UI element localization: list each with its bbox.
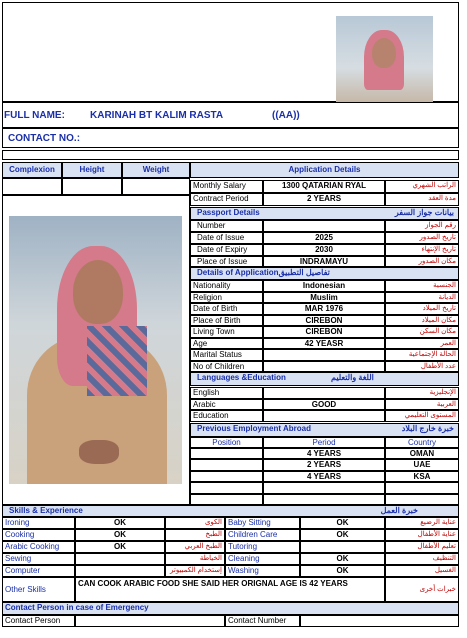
language-value bbox=[263, 410, 385, 422]
details-value: CIREBON bbox=[263, 326, 385, 338]
skill-ar: عناية الرضيع bbox=[385, 517, 459, 529]
complexion-header: Complexion bbox=[2, 162, 62, 178]
details-value: 42 YEASR bbox=[263, 338, 385, 350]
skill-ar: الكوى bbox=[165, 517, 225, 529]
expiry-date-value: 2030 bbox=[263, 244, 385, 256]
skill-ar: تعليم الأطفال bbox=[385, 541, 459, 553]
skill-label: Baby Sitting bbox=[225, 517, 300, 529]
name-row bbox=[2, 102, 459, 128]
employment-period: 4 YEARS bbox=[263, 471, 385, 482]
skill-value: OK bbox=[300, 565, 385, 577]
employment-position bbox=[190, 482, 263, 493]
skill-value bbox=[75, 553, 165, 565]
main-photo bbox=[9, 216, 182, 484]
weight-value bbox=[122, 178, 190, 195]
issue-date-label: Date of Issue bbox=[190, 232, 263, 244]
emergency-header: Contact Person in case of Emergency bbox=[2, 602, 459, 615]
contact-number-value bbox=[300, 615, 459, 627]
issue-place-label: Place of Issue bbox=[190, 256, 263, 267]
details-ar: العمر bbox=[385, 338, 459, 350]
employment-col-position: Position bbox=[190, 437, 263, 448]
details-title-ar: تفاصيل التطبيق bbox=[278, 268, 330, 277]
language-label: English bbox=[190, 387, 263, 399]
details-label: Place of Birth bbox=[190, 315, 263, 327]
skills-title: Skills & Experience bbox=[9, 506, 83, 515]
details-ar: الحالة الإجتماعية bbox=[385, 349, 459, 361]
languages-header bbox=[190, 372, 459, 386]
skill-label: Washing bbox=[225, 565, 300, 577]
language-label: Education bbox=[190, 410, 263, 422]
employment-country: OMAN bbox=[385, 448, 459, 459]
spacer-row bbox=[2, 150, 459, 160]
employment-country bbox=[385, 494, 459, 505]
employment-country: KSA bbox=[385, 471, 459, 482]
languages-title: Languages &Education bbox=[197, 373, 286, 382]
skill-value: OK bbox=[75, 541, 165, 553]
expiry-date-label: Date of Expiry bbox=[190, 244, 263, 256]
language-value: GOOD bbox=[263, 399, 385, 411]
contract-period-label: Contract Period bbox=[190, 193, 263, 206]
employment-position bbox=[190, 471, 263, 482]
details-header bbox=[190, 267, 459, 280]
passport-number-value bbox=[263, 220, 385, 232]
skill-value: OK bbox=[300, 529, 385, 541]
agency-code: ((AA)) bbox=[272, 110, 300, 121]
employment-period bbox=[263, 494, 385, 505]
details-label: No of Children bbox=[190, 361, 263, 373]
details-label: Religion bbox=[190, 292, 263, 304]
details-ar: الجنسية bbox=[385, 280, 459, 292]
skill-ar: الطبخ bbox=[165, 529, 225, 541]
language-ar: المستوى التعليمي bbox=[385, 410, 459, 422]
skills-title-ar: خبرة العمل bbox=[380, 506, 418, 515]
employment-title-ar: خبرة خارج البلاد bbox=[401, 424, 454, 433]
employment-period: 4 YEARS bbox=[263, 448, 385, 459]
contact-person-label: Contact Person bbox=[2, 615, 75, 627]
skill-value: OK bbox=[75, 529, 165, 541]
skill-value: OK bbox=[300, 517, 385, 529]
passport-title-ar: بيانات جواز السفر bbox=[394, 208, 454, 217]
language-label: Arabic bbox=[190, 399, 263, 411]
passport-number-ar: رقم الجواز bbox=[385, 220, 459, 232]
skill-label: Children Care bbox=[225, 529, 300, 541]
employment-period bbox=[263, 482, 385, 493]
employment-title: Previous Employment Abroad bbox=[197, 424, 311, 433]
issue-place-ar: مكان الصدور bbox=[385, 256, 459, 267]
expiry-date-ar: تاريخ الإنتهاء bbox=[385, 244, 459, 256]
employment-country: UAE bbox=[385, 459, 459, 470]
skill-label: Cleaning bbox=[225, 553, 300, 565]
details-ar: مكان الميلاد bbox=[385, 315, 459, 327]
passport-header bbox=[190, 207, 459, 220]
skill-ar: إستخدام الكمبيوتر bbox=[165, 565, 225, 577]
passport-title: Passport Details bbox=[197, 208, 260, 217]
scarf-pattern bbox=[87, 326, 147, 396]
employment-position bbox=[190, 494, 263, 505]
contact-label: CONTACT NO.: bbox=[8, 133, 81, 144]
skill-value: OK bbox=[300, 553, 385, 565]
skill-label: Cooking bbox=[2, 529, 75, 541]
skill-ar: التنظيف bbox=[385, 553, 459, 565]
issue-place-value: INDRAMAYU bbox=[263, 256, 385, 267]
skill-label: Ironing bbox=[2, 517, 75, 529]
employment-country bbox=[385, 482, 459, 493]
details-value: CIREBON bbox=[263, 315, 385, 327]
height-header: Height bbox=[62, 162, 122, 178]
employment-col-period: Period bbox=[263, 437, 385, 448]
skill-value bbox=[75, 565, 165, 577]
face-small bbox=[372, 38, 396, 68]
skill-ar: عناية الأطفال bbox=[385, 529, 459, 541]
details-title: Details of Application bbox=[197, 268, 279, 277]
contact-number-label: Contact Number bbox=[225, 615, 300, 627]
language-ar: الإنجليزية bbox=[385, 387, 459, 399]
skill-ar: الخياطة bbox=[165, 553, 225, 565]
details-value: Indonesian bbox=[263, 280, 385, 292]
full-name-label: FULL NAME: bbox=[4, 110, 65, 121]
languages-title-ar: اللغة والتعليم bbox=[331, 373, 374, 382]
monthly-salary-ar: الراتب الشهري bbox=[385, 180, 459, 193]
employment-position bbox=[190, 448, 263, 459]
details-value: Muslim bbox=[263, 292, 385, 304]
skill-label: Arabic Cooking bbox=[2, 541, 75, 553]
passport-number-label: Number bbox=[190, 220, 263, 232]
hands bbox=[79, 440, 119, 464]
details-label: Date of Birth bbox=[190, 303, 263, 315]
issue-date-value: 2025 bbox=[263, 232, 385, 244]
small-photo bbox=[336, 16, 433, 102]
language-ar: العربية bbox=[385, 399, 459, 411]
details-value: MAR 1976 bbox=[263, 303, 385, 315]
other-skills-ar: خبرات أخرى bbox=[385, 577, 459, 602]
issue-date-ar: تاريخ الصدور bbox=[385, 232, 459, 244]
skill-ar: الغسيل bbox=[385, 565, 459, 577]
employment-header bbox=[190, 423, 459, 437]
details-ar: تاريخ الميلاد bbox=[385, 303, 459, 315]
details-ar: الديانة bbox=[385, 292, 459, 304]
skill-value: OK bbox=[75, 517, 165, 529]
contract-period-value: 2 YEARS bbox=[263, 193, 385, 206]
details-ar: عدد الأطفال bbox=[385, 361, 459, 373]
height-value bbox=[62, 178, 122, 195]
monthly-salary-value: 1300 QATARIAN RYAL bbox=[263, 180, 385, 193]
complexion-value bbox=[2, 178, 62, 195]
details-label: Nationality bbox=[190, 280, 263, 292]
employment-col-country: Country bbox=[385, 437, 459, 448]
skills-header bbox=[2, 505, 459, 517]
details-label: Living Town bbox=[190, 326, 263, 338]
skill-label: Tutoring bbox=[225, 541, 300, 553]
details-ar: مكان السكن bbox=[385, 326, 459, 338]
contract-period-ar: مدة العقد bbox=[385, 193, 459, 206]
employment-period: 2 YEARS bbox=[263, 459, 385, 470]
language-value bbox=[263, 387, 385, 399]
details-value bbox=[263, 361, 385, 373]
details-value bbox=[263, 349, 385, 361]
face-main bbox=[73, 260, 123, 324]
employment-position bbox=[190, 459, 263, 470]
contact-person-value bbox=[75, 615, 225, 627]
other-skills-value: CAN COOK ARABIC FOOD SHE SAID HER ORIGNAL AGE IS 42 YEARS bbox=[75, 577, 385, 602]
details-label: Age bbox=[190, 338, 263, 350]
full-name-value: KARINAH BT KALIM RASTA bbox=[90, 110, 224, 121]
application-details-header: Application Details bbox=[190, 162, 459, 178]
details-label: Marital Status bbox=[190, 349, 263, 361]
weight-header: Weight bbox=[122, 162, 190, 178]
skill-label: Computer bbox=[2, 565, 75, 577]
skill-value bbox=[300, 541, 385, 553]
skill-label: Sewing bbox=[2, 553, 75, 565]
monthly-salary-label: Monthly Salary bbox=[190, 180, 263, 193]
other-skills-label: Other Skills bbox=[2, 577, 75, 602]
skill-ar: الطبخ العربي bbox=[165, 541, 225, 553]
